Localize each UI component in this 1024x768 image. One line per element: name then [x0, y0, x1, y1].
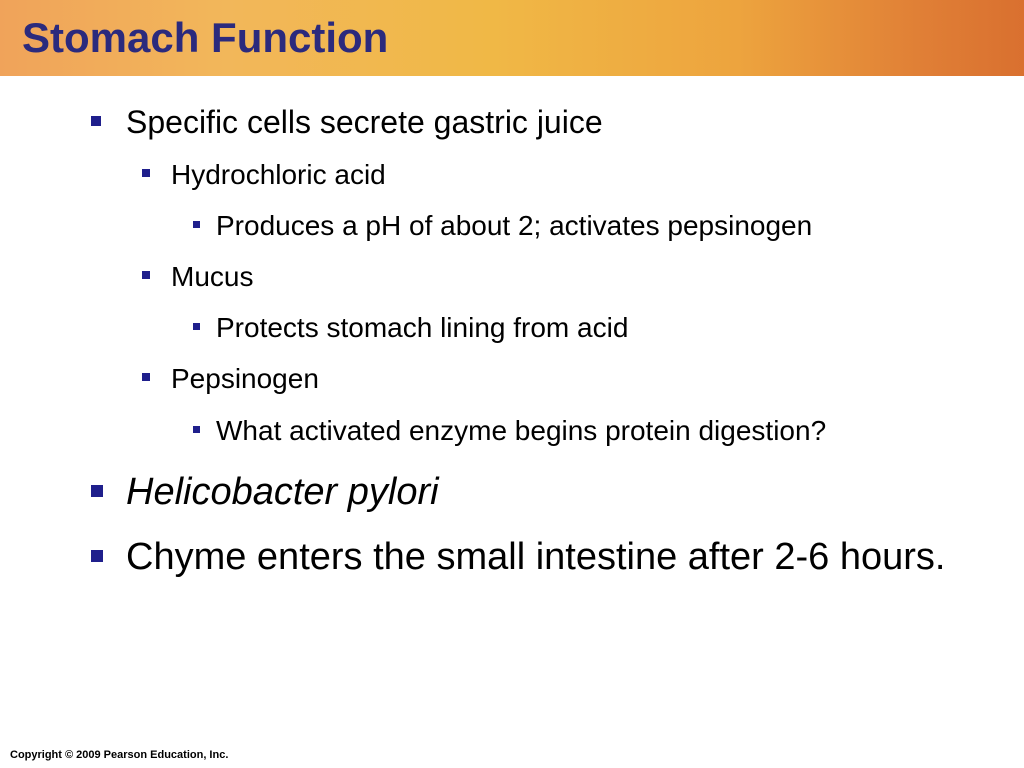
bullet-item: Pepsinogen	[171, 363, 319, 394]
bullet-item: Specific cells secrete gastric juice	[126, 104, 603, 140]
bullet-item: What activated enzyme begins protein digestion?	[216, 415, 827, 446]
bullet-marker	[91, 485, 103, 497]
bullet-item: Mucus	[171, 261, 254, 292]
bullet-marker	[193, 221, 200, 228]
bullet-marker	[142, 373, 150, 381]
bullet-item: Helicobacter pylori	[126, 471, 439, 513]
bullet-marker	[142, 271, 150, 279]
bullet-item: Produces a pH of about 2; activates pepsinogen	[216, 210, 813, 241]
copyright-footer: Copyright © 2009 Pearson Education, Inc.	[10, 749, 229, 761]
bullet-marker	[142, 169, 150, 177]
bullet-marker	[91, 116, 101, 126]
bullet-marker	[193, 426, 200, 433]
bullet-item: Protects stomach lining from acid	[216, 312, 629, 343]
bullet-marker	[193, 323, 200, 330]
slide-title: Stomach Function	[22, 14, 389, 61]
bullet-item: Chyme enters the small intestine after 2-6 hours.	[126, 536, 946, 578]
bullet-item: Hydrochloric acid	[171, 159, 386, 190]
bullet-marker	[91, 550, 103, 562]
